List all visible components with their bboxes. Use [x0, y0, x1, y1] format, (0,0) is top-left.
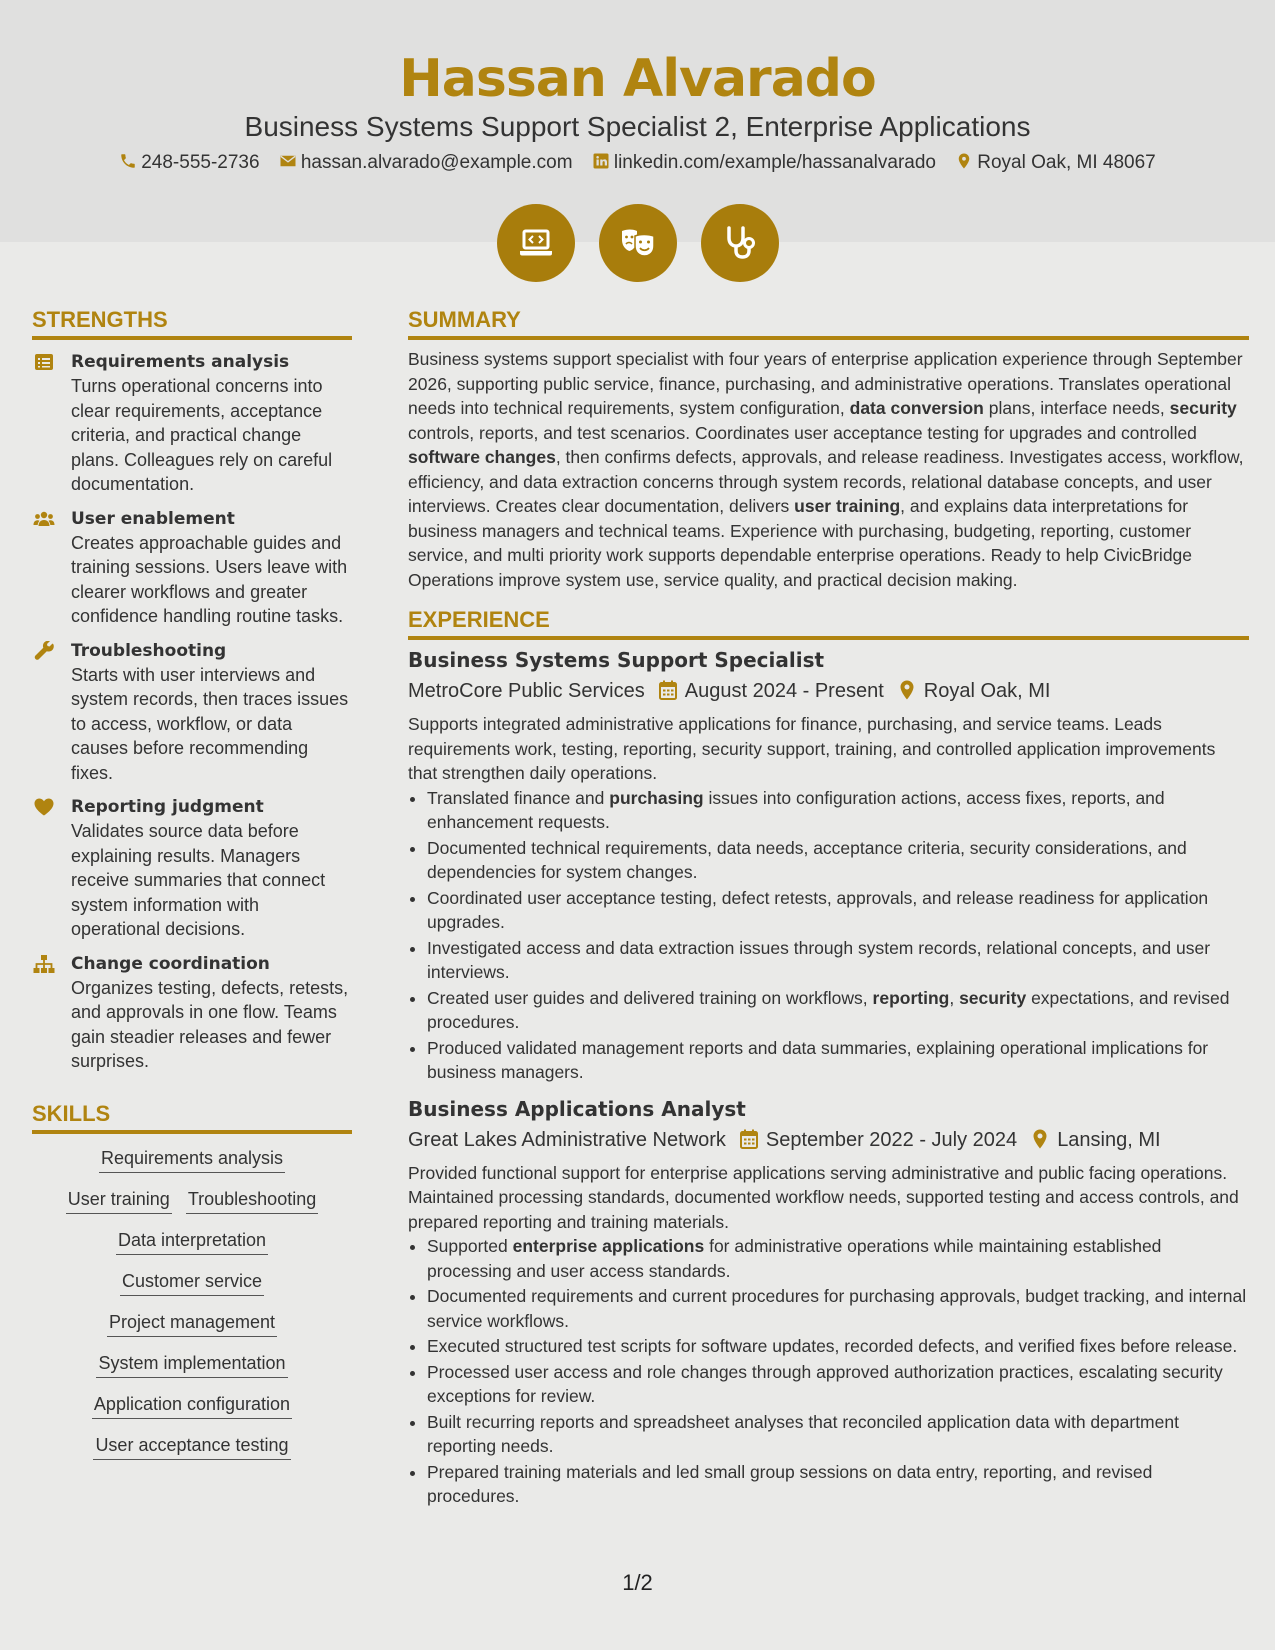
contact-bar — [0, 151, 1275, 175]
strengths-heading: STRENGTHS — [32, 306, 352, 340]
job-location: Royal Oak, MI — [923, 680, 1051, 702]
strength-title: Change coordination — [71, 953, 270, 974]
strength-title: Requirements analysis — [71, 352, 290, 372]
strength-desc: Organizes testing, defects, retests, and approvals in one flow. Teams gain steadier releases and fewer surprises. — [71, 977, 349, 1071]
job-dates: August 2024 - Present — [684, 680, 884, 702]
company-name: Great Lakes Administrative Network — [408, 1128, 726, 1151]
bullet-item — [427, 886, 1249, 935]
summary-text: controls, reports, and test scenarios. Coordinates user acceptance testing for upgrades and controlled — [408, 422, 1197, 443]
contact-phone[interactable] — [119, 151, 259, 175]
contact-linkedin[interactable] — [592, 151, 936, 175]
bullet-text: issues into configuration actions, access fixes, reports, and enhancement requests. — [427, 787, 1165, 832]
strength-item — [32, 952, 352, 1074]
left-column — [32, 306, 352, 1474]
experience-heading: EXPERIENCE — [408, 606, 1249, 640]
summary-heading: SUMMARY — [408, 306, 1249, 340]
calendar-icon — [740, 1129, 758, 1149]
phone-icon — [119, 152, 137, 170]
location-pin-icon — [955, 152, 973, 170]
theater-masks-badge — [599, 204, 677, 282]
job-title: Business Applications Analyst — [408, 1096, 746, 1121]
job-meta — [408, 677, 1249, 705]
calendar-icon — [659, 680, 677, 700]
bullet-item — [427, 1460, 1249, 1509]
page-number: 1/2 — [622, 1570, 653, 1595]
contact-email[interactable] — [279, 151, 573, 175]
bullet-item — [427, 1234, 1249, 1283]
summary-text: Business systems support specialist with four years of enterprise application experience through September 2026, supporting public service, finance, purchasing, and administrative operations. Translates operational needs into technical requirements, system configuration, — [408, 349, 1243, 418]
bullet-text: Prepared training materials and led small group sessions on data entry, reporting, and revised procedures. — [427, 1461, 1153, 1506]
bullet-bold: enterprise applications — [512, 1236, 705, 1256]
bullet-text: Produced validated management reports and data summaries, explaining operational implications for business managers. — [427, 1037, 1209, 1082]
wrench-icon — [33, 641, 55, 661]
users-icon — [33, 509, 55, 529]
job-dates: September 2022 - July 2024 — [765, 1128, 1018, 1151]
strength-desc: Turns operational concerns into clear requirements, acceptance criteria, and practical change plans. Colleagues rely on careful documentation. — [71, 376, 333, 494]
strength-item — [32, 639, 352, 786]
strength-desc: Starts with user interviews and system records, then traces issues to access, workflow, or data causes before recommending fixes. — [71, 664, 349, 783]
heart-icon — [33, 797, 55, 817]
bullet-text: Documented requirements and current procedures for purchasing approvals, budget tracking, and internal service workflows. — [427, 1286, 1247, 1331]
bullet-text: Built recurring reports and spreadsheet analyses that reconciled application data with department reporting needs. — [427, 1411, 1179, 1456]
bullet-item — [427, 836, 1249, 885]
laptop-code-icon — [516, 223, 556, 263]
bullet-item — [427, 1360, 1249, 1409]
bullet-item — [427, 1410, 1249, 1459]
bullet-item — [427, 1284, 1249, 1333]
job-desc: Supports integrated administrative applications for finance, purchasing, and service teams. Leads requirements work, testing, reporting, security support, training, and controlled application improvements that strengthen daily operations. — [408, 714, 1216, 783]
bullet-text: Executed structured test scripts for software updates, recorded defects, and verified fixes before release. — [427, 1336, 1238, 1356]
linkedin-icon — [592, 152, 610, 170]
job-bullets — [408, 1234, 1249, 1509]
summary-text: plans, interface needs, — [983, 398, 1170, 418]
list-icon — [33, 352, 55, 372]
bullet-item — [427, 1036, 1249, 1085]
job-entry — [408, 1095, 1249, 1509]
summary-bold: data conversion — [849, 398, 984, 418]
linkedin-text: linkedin.com/example/hassanalvarado — [613, 152, 936, 173]
summary-text: , and explains data interpretations for business managers and technical teams. Experience with purchasing, budgeting, reporting, customer service, and multi priority work supports dependable enterprise operations. Ready to help CivicBridge Operations improve system use, service quality, and practical decision making. — [408, 496, 1193, 590]
candidate-name: Hassan Alvarado — [399, 49, 876, 109]
job-title: Business Systems Support Specialist — [408, 648, 825, 672]
strength-item — [32, 507, 352, 629]
skill-tag: Data interpretation — [116, 1228, 268, 1255]
bullet-text: for administrative operations while maintaining established processing and user access standards. — [427, 1236, 1162, 1281]
location-pin-icon — [898, 680, 916, 700]
bullet-item — [427, 786, 1249, 835]
bullet-text: Supported — [427, 1236, 513, 1256]
email-text: hassan.alvarado@example.com — [300, 152, 573, 173]
strength-title: Troubleshooting — [71, 640, 227, 661]
job-target-title: Business Systems Support Specialist 2, Enterprise Applications — [244, 111, 1031, 142]
skill-tag: Project management — [107, 1310, 277, 1337]
job-desc: Provided functional support for enterprise applications serving administrative and public facing operations. Maintained processing standards, documented workflow needs, supported testing and access controls, and prepared reporting and training materials. — [408, 1162, 1239, 1232]
stethoscope-icon — [720, 223, 760, 263]
theater-masks-icon — [618, 223, 658, 263]
skill-tag: User training — [66, 1187, 172, 1214]
job-bullets — [408, 786, 1249, 1085]
skill-tag: Customer service — [120, 1269, 264, 1296]
skill-tag: Troubleshooting — [186, 1187, 318, 1214]
bullet-bold: reporting — [872, 987, 950, 1008]
summary-bold: security — [1169, 398, 1237, 418]
bullet-bold: purchasing — [609, 787, 704, 808]
right-column — [408, 306, 1249, 1510]
company-name: MetroCore Public Services — [408, 680, 645, 702]
bullet-text: Processed user access and role changes through approved authorization practices, escalating security exceptions for review. — [427, 1361, 1223, 1406]
bullet-text: Translated finance and — [427, 787, 610, 808]
email-icon — [279, 152, 297, 170]
location-pin-icon — [1031, 1129, 1049, 1149]
interest-badges — [0, 204, 1275, 282]
summary-bold: user training — [794, 496, 901, 516]
bullet-item — [427, 986, 1249, 1035]
summary-text: , then confirms defects, approvals, and release readiness. Investigates access, workflow, efficiency, and data extraction concerns through system records, relational database concepts, and user interviews. Creates clear documentation, delivers — [408, 447, 1244, 516]
skills-list — [32, 1134, 352, 1460]
strength-desc: Creates approachable guides and training sessions. Users leave with clearer workflows and greater confidence handling routine tasks. — [71, 532, 348, 626]
strength-title: User enablement — [71, 508, 235, 529]
strength-item — [32, 795, 352, 942]
skill-tag: User acceptance testing — [93, 1433, 290, 1460]
strength-item — [32, 350, 352, 497]
sitemap-icon — [33, 954, 55, 974]
bullet-text: Investigated access and data extraction issues through system records, relational concepts, and user interviews. — [427, 937, 1211, 982]
job-meta — [408, 1126, 1249, 1154]
job-entry — [408, 646, 1249, 1085]
skill-tag: Application configuration — [92, 1392, 292, 1419]
bullet-text: expectations, and revised procedures. — [427, 987, 1230, 1032]
bullet-item — [427, 1334, 1249, 1359]
bullet-item — [427, 936, 1249, 985]
skill-tag: Requirements analysis — [99, 1146, 285, 1173]
phone-text: 248-555-2736 — [141, 152, 260, 173]
summary-text — [408, 347, 1249, 592]
bullet-text: , — [949, 987, 960, 1008]
bullet-text: Coordinated user acceptance testing, defect retests, approvals, and release readiness for application upgrades. — [427, 887, 1209, 932]
strength-desc: Validates source data before explaining results. Managers receive summaries that connect system information with operational decisions. — [71, 821, 326, 939]
skill-tag: System implementation — [96, 1351, 287, 1378]
strength-title: Reporting judgment — [71, 797, 264, 817]
bullet-text: Documented technical requirements, data needs, acceptance criteria, security considerations, and dependencies for system changes. — [427, 837, 1187, 882]
contact-location — [955, 151, 1155, 175]
stethoscope-badge — [701, 204, 779, 282]
job-location: Lansing, MI — [1057, 1128, 1161, 1151]
skills-heading: SKILLS — [32, 1100, 352, 1134]
bullet-bold: security — [959, 987, 1027, 1008]
bullet-text: Created user guides and delivered training on workflows, — [427, 987, 873, 1008]
laptop-code-badge — [497, 204, 575, 282]
location-text: Royal Oak, MI 48067 — [977, 152, 1156, 173]
summary-bold: software changes — [408, 447, 556, 467]
